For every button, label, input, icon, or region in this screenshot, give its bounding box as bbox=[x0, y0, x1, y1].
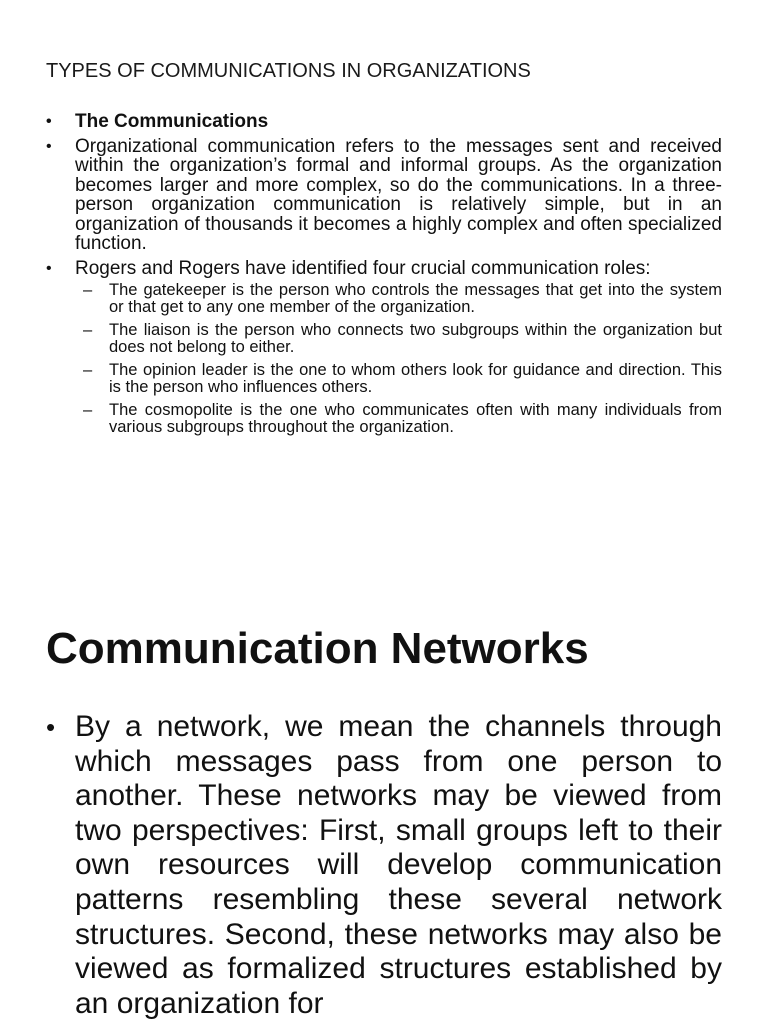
sublist-item-liaison bbox=[75, 322, 722, 356]
sublist-item-gatekeeper bbox=[75, 282, 722, 316]
sublist-item-cosmopolite bbox=[75, 402, 722, 436]
sublist-item-text: The gatekeeper is the person who controls the messages that get into the system or that get to any one member of the organization. bbox=[109, 281, 722, 316]
list-item bbox=[46, 259, 722, 437]
list-item-text: The Communications bbox=[75, 111, 269, 132]
list-item-text: Organizational communication refers to the messages sent and received within the organization’s formal and informal groups. As the organization becomes larger and more complex, so do the communications. In a three-person organization communication is relatively simple, but in an organization of thousands it becomes a highly complex and often specialized function. bbox=[75, 135, 722, 254]
list-item-text: Rogers and Rogers have identified four crucial communication roles: bbox=[75, 257, 651, 279]
bullet-icon: • bbox=[46, 259, 52, 277]
slide-communication-networks bbox=[0, 560, 768, 1024]
dash-icon: – bbox=[83, 321, 93, 339]
slide-title: Communication Networks bbox=[46, 624, 589, 673]
list-item bbox=[46, 112, 722, 132]
bullet-list bbox=[46, 112, 722, 442]
list-item bbox=[46, 137, 722, 254]
slide-title: TYPES OF COMMUNICATIONS IN ORGANIZATIONS bbox=[46, 60, 531, 82]
list-item bbox=[46, 710, 722, 1021]
sublist-item-opinion-leader bbox=[75, 362, 722, 396]
dash-icon: – bbox=[83, 281, 93, 299]
sublist-item-text: The liaison is the person who connects two subgroups within the organization but does not belong to either. bbox=[109, 321, 722, 356]
bullet-icon: • bbox=[46, 712, 56, 742]
sublist-item-text: The cosmopolite is the one who communicates often with many individuals from various subgroups throughout the organization. bbox=[109, 401, 722, 436]
dash-icon: – bbox=[83, 361, 93, 379]
bullet-icon: • bbox=[46, 113, 52, 130]
bullet-icon: • bbox=[46, 137, 52, 155]
role-sublist bbox=[75, 282, 722, 436]
dash-icon: – bbox=[83, 401, 93, 419]
bullet-list bbox=[46, 710, 722, 1021]
list-item-text: By a network, we mean the channels through which messages pass from one person to another. These networks may be viewed from two perspectives: First, small groups left to their own resources will develop communication patterns resembling these several network structures. Second, these networks may also be viewed as formalized structures established by an organization for bbox=[75, 710, 722, 1020]
sublist-item-text: The opinion leader is the one to whom others look for guidance and direction. This is the person who influences others. bbox=[109, 361, 722, 396]
